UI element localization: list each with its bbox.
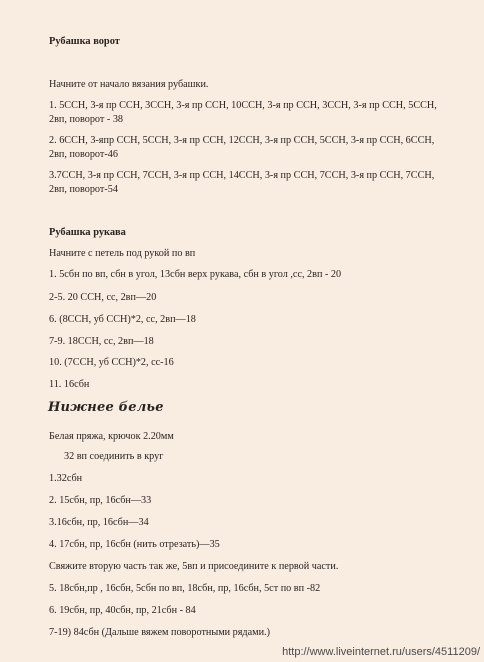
sleeve-intro: Начните с петель под рукой по вп [49, 248, 196, 259]
underwear-materials: Белая пряжа, крючок 2.20мм [49, 431, 174, 442]
sleeve-row-3: 6. (8ССН, уб ССН)*2, сс, 2вп—18 [49, 314, 196, 325]
collar-intro: Начните от начало вязания рубашки. [49, 79, 209, 90]
underwear-note: Свяжите вторую часть так же, 5вп и присоедините к первой части. [49, 561, 339, 572]
underwear-row-3: 3.16сбн, пр, 16сбн—34 [49, 517, 149, 528]
underwear-row-5: 5. 18сбн,пр , 16сбн, 5сбн по вп, 18сбн, пр, 16сбн, 5ст по вп -82 [49, 583, 321, 594]
watermark-url: http://www.liveinternet.ru/users/4511209/ [282, 646, 480, 658]
underwear-row-7: 7-19) 84сбн (Дальше вяжем поворотными рядами.) [49, 627, 270, 638]
sleeve-row-2: 2-5. 20 ССН, сс, 2вп—20 [49, 292, 157, 303]
collar-row-3: 3.7ССН, 3-я пр ССН, 7ССН, 3-я пр ССН, 14ССН, 3-я пр ССН, 7ССН, 3-я пр ССН, 7ССН, 2вп, поворот-54 [49, 170, 435, 195]
collar-title: Рубашка ворот [49, 36, 120, 47]
underwear-row-6: 6. 19сбн, пр, 40сбн, пр, 21сбн - 84 [49, 605, 196, 616]
sleeve-row-6: 11. 16сбн [49, 379, 90, 390]
sleeve-title: Рубашка рукава [49, 227, 126, 238]
underwear-row-2: 2. 15сбн, пр, 16сбн—33 [49, 495, 152, 506]
collar-row-1: 1. 5ССН, 3-я пр ССН, 3ССН, 3-я пр ССН, 10ССН, 3-я пр ССН, 3ССН, 3-я пр ССН, 5ССН, 2вп, поворот - 38 [49, 100, 437, 125]
underwear-chain: 32 вп соединить в круг [64, 451, 164, 462]
underwear-title: Нижнее белье [48, 400, 164, 415]
underwear-row-4: 4. 17сбн, пр, 16сбн (нить отрезать)—35 [49, 539, 220, 550]
sleeve-row-5: 10. (7ССН, уб ССН)*2, сс-16 [49, 357, 174, 368]
sleeve-row-4: 7-9. 18ССН, сс, 2вп—18 [49, 336, 154, 347]
sleeve-row-1: 1. 5сбн по вп, сбн в угол, 13сбн верх рукава, сбн в угол ,сс, 2вп - 20 [49, 269, 342, 280]
collar-row-2: 2. 6ССН, 3-япр ССН, 5ССН, 3-я пр ССН, 12ССН, 3-я пр ССН, 5ССН, 3-я пр ССН, 6ССН, 2вп, поворот-46 [49, 135, 435, 160]
underwear-row-1: 1.32сбн [49, 473, 83, 484]
